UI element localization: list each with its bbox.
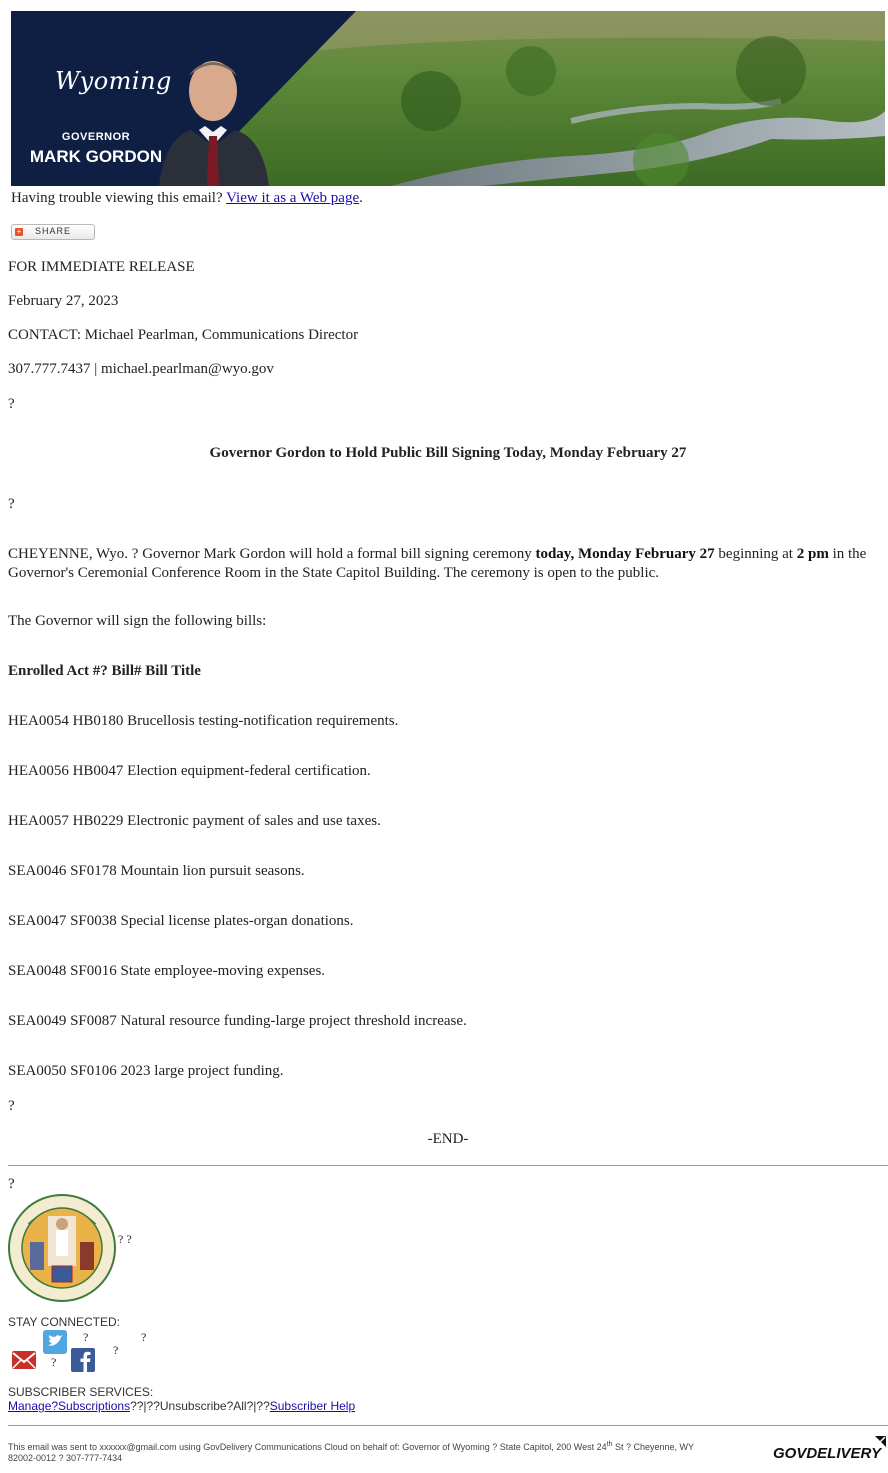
placeholder-mark: ? xyxy=(8,1098,15,1114)
share-button[interactable] xyxy=(11,224,95,240)
footer-disclaimer: This email was sent to xxxxxx@gmail.com using GovDelivery Communications Cloud on behalf of: Governor of Wyoming ? State Capitol, 200 West 24th St ? Cheyenne, WY 82002-0012 ? 307-777-7434 xyxy=(8,1441,695,1463)
web-page-link[interactable]: View it as a Web page xyxy=(226,190,360,206)
subscriber-separator: ??|??Unsubscribe?All?|?? xyxy=(130,1399,270,1413)
governor-name: MARK GORDON xyxy=(29,147,163,166)
trouble-suffix: . xyxy=(359,190,363,206)
governor-label: GOVERNOR xyxy=(61,131,131,143)
bill-item: SEA0046 SF0178 Mountain lion pursuit seasons. xyxy=(8,863,305,879)
release-label: FOR IMMEDIATE RELEASE xyxy=(8,259,195,275)
trouble-viewing-text xyxy=(11,190,363,207)
bills-intro: The Governor will sign the following bills: xyxy=(8,613,267,629)
headline: Governor Gordon to Hold Public Bill Signing Today, Monday February 27 xyxy=(209,445,687,461)
placeholder-mark: ? xyxy=(8,496,15,512)
header-banner xyxy=(11,11,885,186)
trouble-prefix: Having trouble viewing this email? xyxy=(11,190,223,206)
subscriber-help-link[interactable]: Subscriber Help xyxy=(269,1399,356,1413)
bill-item: SEA0050 SF0106 2023 large project funding. xyxy=(8,1063,284,1079)
bill-item: SEA0049 SF0087 Natural resource funding-large project threshold increase. xyxy=(8,1013,467,1029)
contact-line: CONTACT: Michael Pearlman, Communications Director xyxy=(8,327,359,343)
govdelivery-logo xyxy=(773,1434,887,1462)
facebook-icon[interactable] xyxy=(71,1348,95,1372)
govdelivery-logo-text: GOVDELIVERY xyxy=(773,1445,882,1462)
placeholder-mark: ? xyxy=(8,396,15,412)
phone-email-line: 307.777.7437 | michael.pearlman@wyo.gov xyxy=(8,361,274,377)
stay-connected-label: STAY CONNECTED: xyxy=(8,1315,121,1329)
state-seal-image xyxy=(8,1194,116,1302)
end-marker: -END- xyxy=(427,1131,469,1147)
manage-subscriptions-link[interactable]: Manage?Subscriptions xyxy=(8,1399,131,1413)
icon-placeholder: ? xyxy=(51,1355,57,1369)
icon-placeholder: ? xyxy=(113,1343,119,1357)
bill-item: HEA0057 HB0229 Electronic payment of sales and use taxes. xyxy=(8,813,381,829)
governor-portrait xyxy=(151,46,281,186)
intro-paragraph: CHEYENNE, Wyo. ? Governor Mark Gordon will hold a formal bill signing ceremony today, Monday February 27 beginning at 2 pm in the Governor's Ceremonial Conference Room in the State Capitol Building. The ceremony is open to the public. xyxy=(8,546,867,581)
twitter-icon[interactable] xyxy=(43,1330,67,1354)
seal-trailing-marks: ? ? xyxy=(118,1232,132,1246)
subscriber-links xyxy=(8,1399,355,1413)
divider xyxy=(8,1165,888,1166)
bills-table-header: Enrolled Act #? Bill# Bill Title xyxy=(8,663,201,679)
icon-placeholder: ? xyxy=(83,1330,89,1344)
share-label: SHARE xyxy=(35,226,72,236)
bill-item: SEA0047 SF0038 Special license plates-organ donations. xyxy=(8,913,354,929)
plus-icon: + xyxy=(16,227,22,236)
wyoming-script-logo: Wyoming xyxy=(55,67,172,95)
placeholder-mark: ? xyxy=(8,1176,15,1192)
release-date: February 27, 2023 xyxy=(8,293,119,309)
bill-item: SEA0048 SF0016 State employee-moving expenses. xyxy=(8,963,326,979)
bill-item: HEA0054 HB0180 Brucellosis testing-notification requirements. xyxy=(8,713,399,729)
email-icon[interactable] xyxy=(11,1349,37,1371)
bill-item: HEA0056 HB0047 Election equipment-federal certification. xyxy=(8,763,371,779)
subscriber-services-label: SUBSCRIBER SERVICES: xyxy=(8,1385,154,1399)
footer-divider xyxy=(8,1425,888,1426)
icon-placeholder: ? xyxy=(141,1330,147,1344)
